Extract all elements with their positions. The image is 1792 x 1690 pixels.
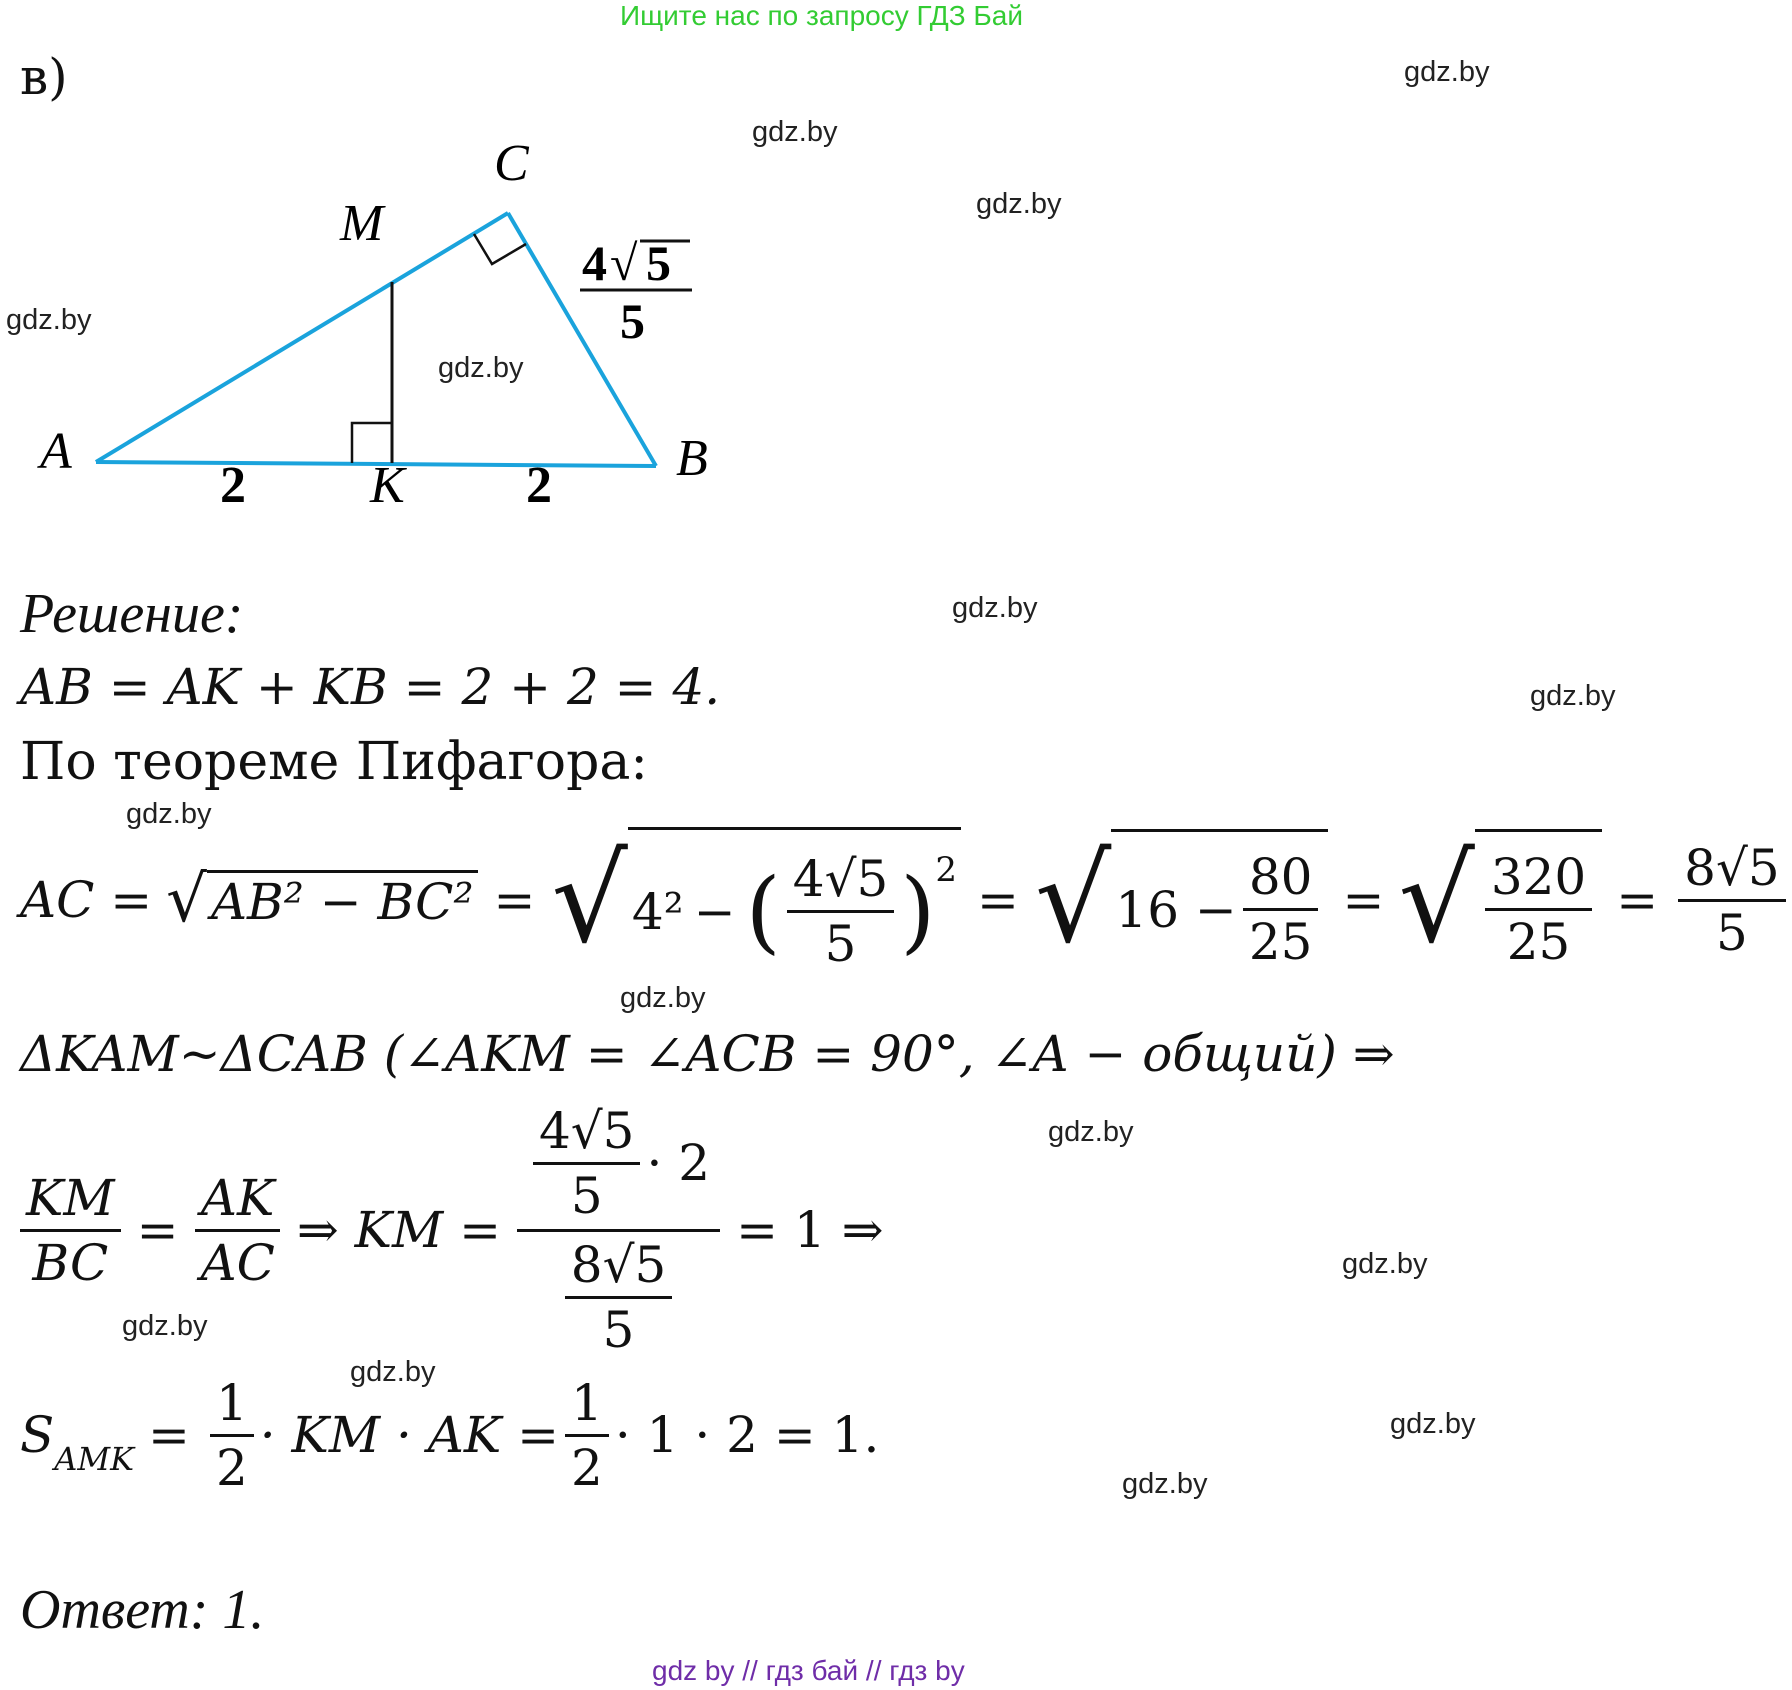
watermark: gdz.by — [1342, 1248, 1428, 1280]
half2-den: 2 — [571, 1438, 603, 1497]
watermark: gdz.by — [952, 592, 1038, 624]
vertex-a-label: A — [40, 423, 72, 480]
eq-sign-2: = — [977, 871, 1019, 929]
inner-fraction — [787, 850, 894, 973]
inner-num: 4√5 — [787, 850, 894, 913]
ak-over-ac — [194, 1169, 280, 1292]
bc-den: 5 — [620, 293, 645, 349]
ac-result-den: 5 — [1715, 903, 1748, 962]
sqrt-icon: √ — [551, 830, 628, 970]
four-squared: 4² — [631, 882, 684, 941]
km-top — [517, 1102, 720, 1232]
side-ac — [96, 213, 508, 462]
km-complex-fraction — [517, 1102, 720, 1359]
km-times-two: · 2 — [646, 1134, 711, 1192]
frac-320-25 — [1485, 848, 1592, 971]
watermark: gdz.by — [126, 798, 212, 830]
half-den: 2 — [215, 1438, 248, 1497]
ab-equation: AB = AK + KB = 2 + 2 = 4. — [20, 658, 721, 716]
answer: Ответ: 1. — [20, 1579, 265, 1641]
watermark: gdz.by — [350, 1356, 436, 1388]
half-fraction-2 — [565, 1374, 609, 1497]
frac-320-num: 320 — [1485, 848, 1592, 911]
vertex-k-label: K — [370, 457, 405, 514]
area-equation — [20, 1370, 879, 1500]
ac-result-num: 8√5 — [1678, 839, 1785, 902]
minus-sign: − — [693, 882, 736, 941]
ak-den: AC — [200, 1233, 275, 1292]
ac-radicand-2 — [628, 827, 961, 973]
watermark: gdz.by — [1390, 1408, 1476, 1440]
ac-equation — [20, 800, 1792, 1000]
ac-radicand-4 — [1475, 829, 1602, 971]
inner-den: 5 — [824, 915, 857, 973]
watermark: gdz.by — [1122, 1468, 1208, 1500]
eq-sign-5: = — [136, 1201, 179, 1259]
watermark: gdz.by — [6, 304, 92, 336]
km-top-frac — [533, 1102, 640, 1225]
eq-sign-6: = — [148, 1406, 190, 1464]
bc-num-rad: 5 — [646, 235, 671, 291]
bc-num-coef: 4 — [582, 235, 607, 291]
right-angle-c — [474, 234, 526, 264]
eq-sign-3: = — [1342, 871, 1385, 929]
watermark: gdz.by — [620, 982, 706, 1014]
ac-radicand-1: AB² − BC² — [207, 870, 478, 931]
watermark: gdz.by — [438, 352, 524, 384]
power-two: 2 — [935, 850, 958, 890]
vertex-m-label: M — [340, 195, 384, 252]
watermark: gdz.by — [1530, 680, 1616, 712]
frac-80-den: 25 — [1248, 913, 1313, 971]
ac-lhs: AC = — [20, 871, 153, 929]
vertex-c-label: C — [494, 135, 529, 192]
watermark: gdz.by — [1048, 1116, 1134, 1148]
area-end: · 1 · 2 = 1. — [614, 1406, 880, 1464]
half2-num: 1 — [565, 1374, 609, 1437]
km-num: KM — [20, 1169, 121, 1232]
eq-sign-4: = — [1616, 871, 1659, 929]
watermark: gdz.by — [976, 188, 1062, 220]
frac-80-num: 80 — [1243, 848, 1319, 911]
half-fraction — [210, 1374, 254, 1497]
paren-open: ( — [745, 859, 781, 964]
km-bot-frac — [565, 1236, 672, 1359]
watermark: gdz.by — [1404, 56, 1490, 88]
ak-num: AK — [195, 1169, 280, 1232]
part-label: в) — [20, 48, 68, 106]
top-banner: Ищите нас по запросу ГДЗ Бай — [620, 0, 1024, 31]
km-den: BC — [32, 1233, 109, 1292]
similarity-line: ΔKAM~ΔCAB (∠AKM = ∠ACB = 90°, ∠A − общий) ⇒ — [20, 1025, 1395, 1083]
ac-result — [1678, 839, 1785, 962]
paren-close: ) — [900, 859, 936, 964]
vertex-b-label: B — [676, 430, 708, 487]
ac-radicand-3 — [1111, 829, 1328, 971]
footer-links: gdz by // гдз бай // гдз by — [652, 1655, 965, 1686]
km-top-num: 4√5 — [533, 1102, 640, 1165]
km-result: = 1 ⇒ — [736, 1201, 884, 1259]
half-num: 1 — [210, 1374, 254, 1437]
sqrt-sign: √ — [610, 235, 638, 291]
km-bot-den: 5 — [602, 1300, 635, 1359]
frac-80-25 — [1243, 848, 1319, 971]
sqrt-icon: √ — [1034, 830, 1112, 970]
km-bottom — [553, 1232, 684, 1359]
area-s: S — [20, 1406, 55, 1464]
ak-length-label: 2 — [220, 457, 246, 514]
area-sub: AMK — [54, 1440, 135, 1478]
eq-sign-1: = — [493, 871, 536, 929]
area-mid: · KM · AK = — [259, 1406, 560, 1464]
watermark: gdz.by — [752, 116, 838, 148]
km-bot-num: 8√5 — [565, 1236, 672, 1299]
triangle-figure — [0, 130, 740, 540]
kb-length-label: 2 — [526, 457, 552, 514]
sqrt-icon: √ — [1398, 830, 1475, 970]
km-top-den: 5 — [570, 1166, 603, 1225]
km-over-bc — [20, 1169, 121, 1292]
sqrt-icon: √ — [166, 863, 207, 937]
sixteen-minus: 16 − — [1115, 880, 1237, 939]
solution-heading: Решение: — [20, 583, 244, 645]
watermark: gdz.by — [122, 1310, 208, 1342]
frac-320-den: 25 — [1506, 913, 1571, 971]
km-implies: ⇒ KM = — [296, 1201, 501, 1259]
pythagoras-text: По теореме Пифагора: — [20, 732, 648, 792]
